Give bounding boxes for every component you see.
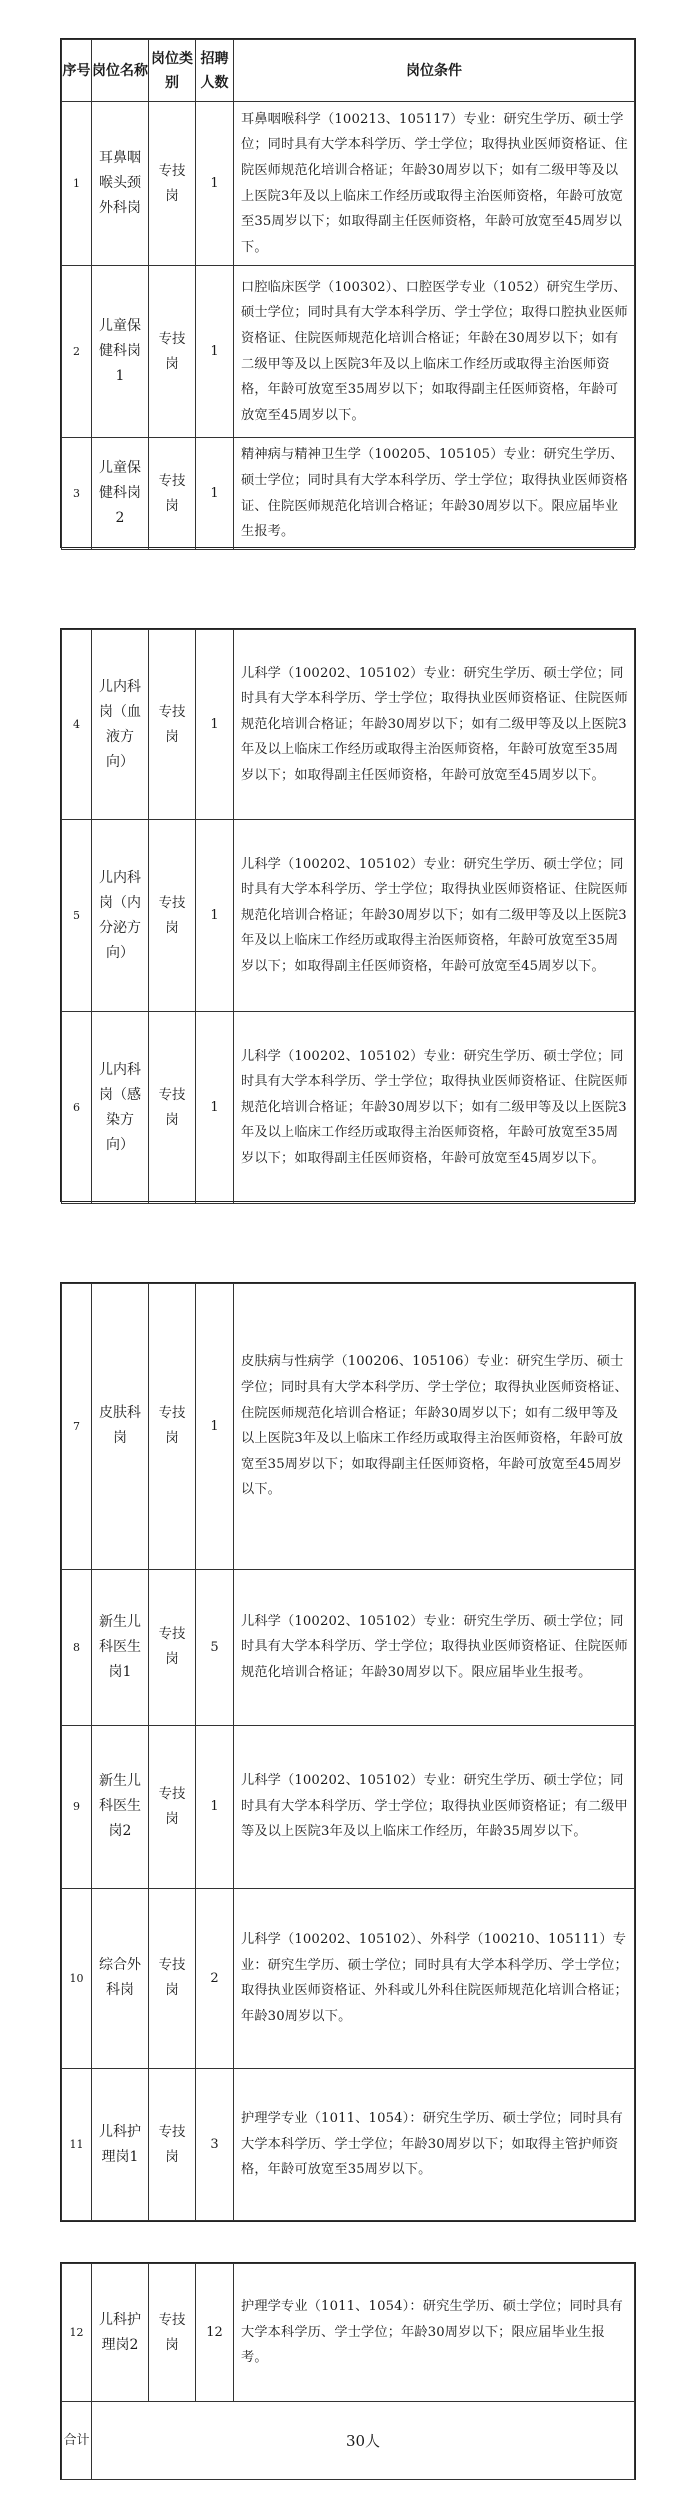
row-category: 专技岗 [149,1725,196,1888]
row-name: 皮肤科岗 [92,1284,149,1570]
row-category: 专技岗 [149,630,196,820]
header-count: 招聘人数 [196,40,234,102]
row-category: 专技岗 [149,1012,196,1204]
row-conditions: 护理学专业（1011、1054）：研究生学历、硕士学位；同时具有大学本科学历、学士学位；年龄30周岁以下；限应届毕业生报考。 [234,2264,635,2402]
row-category: 专技岗 [149,1284,196,1570]
row-name: 新生儿科医生岗2 [92,1725,149,1888]
row-conditions: 儿科学（100202、105102）专业：研究生学历、硕士学位；同时具有大学本科学历、学士学位；取得执业医师资格证、住院医师规范化培训合格证；年龄30周岁以下；如有二级甲等及以上医院3年及以上临床工作经历或取得主治医师资格，年龄可放宽至35周岁以下；如取得副主任医师资格，年龄可放宽至45周岁以下。 [234,820,635,1012]
row-name: 儿科护理岗1 [92,2069,149,2221]
row-count: 1 [196,438,234,550]
row-conditions: 儿科学（100202、105102）专业：研究生学历、硕士学位；同时具有大学本科学历、学士学位；取得执业医师资格证、住院医师规范化培训合格证；年龄30周岁以下；如有二级甲等及以上医院3年及以上临床工作经历或取得主治医师资格，年龄可放宽至35周岁以下；如取得副主任医师资格，年龄可放宽至45周岁以下。 [234,630,635,820]
table-page-1 [60,38,636,548]
table-page-2 [60,628,636,1202]
row-category: 专技岗 [149,2069,196,2221]
row-category: 专技岗 [149,1569,196,1725]
row-no: 10 [62,1888,92,2069]
table-row [62,102,635,266]
total-label: 合计 [62,2402,92,2480]
row-count: 1 [196,630,234,820]
row-no: 7 [62,1284,92,1570]
row-name: 新生儿科医生岗1 [92,1569,149,1725]
row-conditions: 口腔临床医学（100302）、口腔医学专业（1052）研究生学历、硕士学位；同时具有大学本科学历、学士学位；取得口腔执业医师资格证、住院医师规范化培训合格证；年龄在30周岁以下；如有二级甲等及以上医院3年及以上临床工作经历或取得主治医师资格，年龄可放宽至35周岁以下；如取得副主任医师资格，年龄可放宽至45周岁以下。 [234,266,635,438]
row-count: 2 [196,1888,234,2069]
row-count: 1 [196,1012,234,1204]
row-no: 1 [62,102,92,266]
row-count: 1 [196,1725,234,1888]
recruitment-table-part-3 [61,1283,635,2221]
row-no: 8 [62,1569,92,1725]
row-count: 1 [196,820,234,1012]
row-category: 专技岗 [149,2264,196,2402]
row-name: 儿内科岗（内分泌方向） [92,820,149,1012]
row-category: 专技岗 [149,102,196,266]
row-count: 12 [196,2264,234,2402]
table-page-3 [60,1282,636,2222]
row-name: 综合外科岗 [92,1888,149,2069]
table-page-4 [60,2262,636,2480]
table-row [62,820,635,1012]
row-no: 3 [62,438,92,550]
header-conditions: 岗位条件 [234,40,635,102]
row-name: 儿童保健科岗2 [92,438,149,550]
table-row [62,1725,635,1888]
row-no: 11 [62,2069,92,2221]
header-name: 岗位名称 [92,40,149,102]
row-name: 儿科护理岗2 [92,2264,149,2402]
row-category: 专技岗 [149,438,196,550]
row-name: 儿童保健科岗1 [92,266,149,438]
row-name: 儿内科岗（感染方向） [92,1012,149,1204]
row-no: 12 [62,2264,92,2402]
row-category: 专技岗 [149,266,196,438]
recruitment-table-part-2 [61,629,635,1204]
table-row [62,1284,635,1570]
row-conditions: 精神病与精神卫生学（100205、105105）专业：研究生学历、硕士学位；同时具有大学本科学历、学士学位；取得执业医师资格证、住院医师规范化培训合格证；年龄30周岁以下。限应届毕业生报考。 [234,438,635,550]
table-row [62,630,635,820]
row-count: 5 [196,1569,234,1725]
row-count: 1 [196,102,234,266]
table-row [62,1888,635,2069]
table-row [62,266,635,438]
row-no: 9 [62,1725,92,1888]
row-count: 1 [196,266,234,438]
row-count: 3 [196,2069,234,2221]
recruitment-table-part-4 [61,2263,635,2480]
row-conditions: 儿科学（100202、105102）专业：研究生学历、硕士学位；同时具有大学本科学历、学士学位；取得执业医师资格证；有二级甲等及以上医院3年及以上临床工作经历，年龄35周岁以下。 [234,1725,635,1888]
total-row [62,2402,635,2480]
row-no: 2 [62,266,92,438]
row-no: 4 [62,630,92,820]
recruitment-table-part-1 [61,39,635,550]
table-header-row [62,40,635,102]
row-conditions: 护理学专业（1011、1054）：研究生学历、硕士学位；同时具有大学本科学历、学士学位；年龄30周岁以下；如取得主管护师资格，年龄可放宽至35周岁以下。 [234,2069,635,2221]
row-conditions: 儿科学（100202、105102）专业：研究生学历、硕士学位；同时具有大学本科学历、学士学位；取得执业医师资格证、住院医师规范化培训合格证；年龄30周岁以下。限应届毕业生报考。 [234,1569,635,1725]
row-category: 专技岗 [149,1888,196,2069]
row-conditions: 皮肤病与性病学（100206、105106）专业：研究生学历、硕士学位；同时具有大学本科学历、学士学位；取得执业医师资格证、住院医师规范化培训合格证；年龄30周岁以下；如有二级甲等及以上医院3年及以上临床工作经历或取得主治医师资格，年龄可放宽至35周岁以下；如取得副主任医师资格，年龄可放宽至45周岁以下。 [234,1284,635,1570]
row-name: 耳鼻咽喉头颈外科岗 [92,102,149,266]
row-conditions: 耳鼻咽喉科学（100213、105117）专业：研究生学历、硕士学位；同时具有大学本科学历、学士学位；取得执业医师资格证、住院医师规范化培训合格证；年龄30周岁以下；如有二级甲等及以上医院3年及以上临床工作经历或取得主治医师资格，年龄可放宽至35周岁以下；如取得副主任医师资格，年龄可放宽至45周岁以下。 [234,102,635,266]
row-conditions: 儿科学（100202、105102）、外科学（100210、105111）专业：研究生学历、硕士学位；同时具有大学本科学历、学士学位；取得执业医师资格证、外科或儿外科住院医师规范化培训合格证；年龄30周岁以下。 [234,1888,635,2069]
table-row [62,438,635,550]
row-no: 6 [62,1012,92,1204]
row-category: 专技岗 [149,820,196,1012]
header-category: 岗位类别 [149,40,196,102]
header-no: 序号 [62,40,92,102]
table-row [62,1569,635,1725]
table-row [62,2069,635,2221]
row-name: 儿内科岗（血液方向） [92,630,149,820]
table-row [62,2264,635,2402]
row-no: 5 [62,820,92,1012]
row-conditions: 儿科学（100202、105102）专业：研究生学历、硕士学位；同时具有大学本科学历、学士学位；取得执业医师资格证、住院医师规范化培训合格证；年龄30周岁以下；如有二级甲等及以上医院3年及以上临床工作经历或取得主治医师资格，年龄可放宽至35周岁以下；如取得副主任医师资格，年龄可放宽至45周岁以下。 [234,1012,635,1204]
table-row [62,1012,635,1204]
row-count: 1 [196,1284,234,1570]
total-value: 30人 [92,2402,635,2480]
